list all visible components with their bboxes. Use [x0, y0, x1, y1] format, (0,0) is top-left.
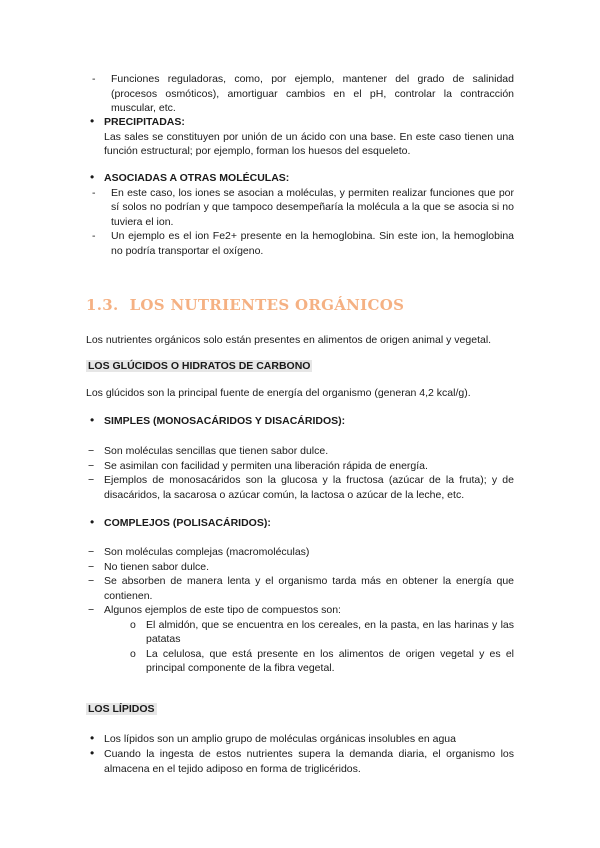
precipitadas-heading: PRECIPITADAS: [104, 116, 185, 128]
glucidos-heading [86, 359, 312, 374]
complejos-heading: COMPLEJOS (POLISACÁRIDOS): [104, 517, 271, 529]
circle-marker: o [130, 618, 136, 631]
dash-marker: − [88, 604, 95, 616]
asociadas-heading: ASOCIADAS A OTRAS MOLÉCULAS: [104, 172, 290, 184]
dash-marker: − [88, 445, 95, 457]
paragraph-line: El almidón, que se encuentra en los cereales, en la pasta, en las harinas y las [146, 618, 514, 631]
dash-marker: − [88, 474, 95, 486]
paragraph-line: Las sales se constituyen por unión de un ácido con una base. En este caso tienen una [104, 130, 514, 143]
paragraph-line: tuviera el ion. [111, 215, 174, 228]
paragraph-line: almacena en el tejido adiposo en forma de triglicéridos. [104, 762, 361, 775]
paragraph-line: En este caso, los iones se asocian a moléculas, y permiten realizar funciones que por [111, 186, 514, 199]
paragraph-line: Funciones reguladoras, como, por ejemplo, mantener del grado de salinidad [111, 73, 514, 85]
paragraph-line: contienen. [104, 589, 153, 602]
dash-marker: - [92, 186, 96, 199]
paragraph-line: Se absorben de manera lenta y el organismo tarda más en obtener la energía que [104, 575, 514, 587]
paragraph-line: muscular, etc. [111, 102, 176, 114]
paragraph-line: disacáridos, la sacarosa o azúcar común, la lactosa o azúcar de la leche, etc. [104, 488, 465, 501]
dash-marker: − [88, 459, 95, 472]
bullet-marker: • [90, 413, 95, 427]
paragraph-line: no podría transportar el oxígeno. [111, 244, 264, 257]
dash-marker: − [88, 560, 95, 573]
circle-marker: o [130, 647, 136, 660]
paragraph-line: (procesos osmóticos), amortiguar cambios en el pH, controlar la contracción [111, 87, 514, 100]
lipidos-heading-text: LOS LÍPIDOS [88, 703, 155, 715]
bullet-marker: • [90, 746, 95, 760]
glucidos-heading-text: LOS GLÚCIDOS O HIDRATOS DE CARBONO [88, 360, 311, 372]
paragraph-line: La celulosa, que está presente en los alimentos de origen vegetal y es el [146, 647, 514, 660]
simples-heading: SIMPLES (MONOSACÁRIDOS Y DISACÁRIDOS): [104, 415, 346, 427]
section-intro: Los nutrientes orgánicos solo están presentes en alimentos de origen animal y vegetal. [86, 334, 492, 346]
section-title-text: LOS NUTRIENTES ORGÁNICOS [129, 296, 405, 314]
bullet-marker: • [90, 114, 95, 128]
bullet-marker: • [90, 170, 95, 184]
paragraph-line: Algunos ejemplos de este tipo de compuestos son: [104, 604, 341, 616]
paragraph-line: sí solos no podrían y que tampoco desempeñaría la molécula a la que se asocia si no [111, 201, 514, 213]
paragraph-line: principal componente de la fibra vegetal. [146, 662, 335, 674]
glucidos-intro: Los glúcidos son la principal fuente de energía del organismo (generan 4,2 kcal/g). [86, 387, 471, 399]
paragraph-line: No tienen sabor dulce. [104, 560, 210, 573]
section-title [86, 298, 404, 313]
bullet-marker: • [90, 515, 95, 529]
paragraph-line: Ejemplos de monosacáridos son la glucosa y la fructosa (azúcar de la fruta); y de [104, 474, 514, 486]
dash-marker: - [92, 73, 96, 85]
paragraph-line: patatas [146, 633, 181, 645]
paragraph-line: Un ejemplo es el ion Fe2+ presente en la hemoglobina. Sin este ion, la hemoglobina [111, 230, 514, 242]
paragraph-line: Son moléculas complejas (macromoléculas) [104, 546, 310, 558]
paragraph-line: Los lípidos son un amplio grupo de moléculas orgánicas insolubles en agua [104, 733, 456, 745]
paragraph-line: Se asimilan con facilidad y permiten una liberación rápida de energía. [104, 459, 428, 472]
paragraph-line: función estructural; por ejemplo, forman los huesos del esqueleto. [104, 145, 411, 157]
dash-marker: − [88, 546, 95, 558]
bullet-marker: • [90, 731, 95, 745]
paragraph-line: Son moléculas sencillas que tienen sabor dulce. [104, 445, 329, 457]
paragraph-line: Cuando la ingesta de estos nutrientes supera la demanda diaria, el organismo los [104, 748, 514, 760]
lipidos-heading [86, 702, 157, 717]
section-number: 1.3. [86, 296, 119, 314]
dash-marker: − [88, 575, 95, 587]
dash-marker: - [92, 230, 96, 242]
